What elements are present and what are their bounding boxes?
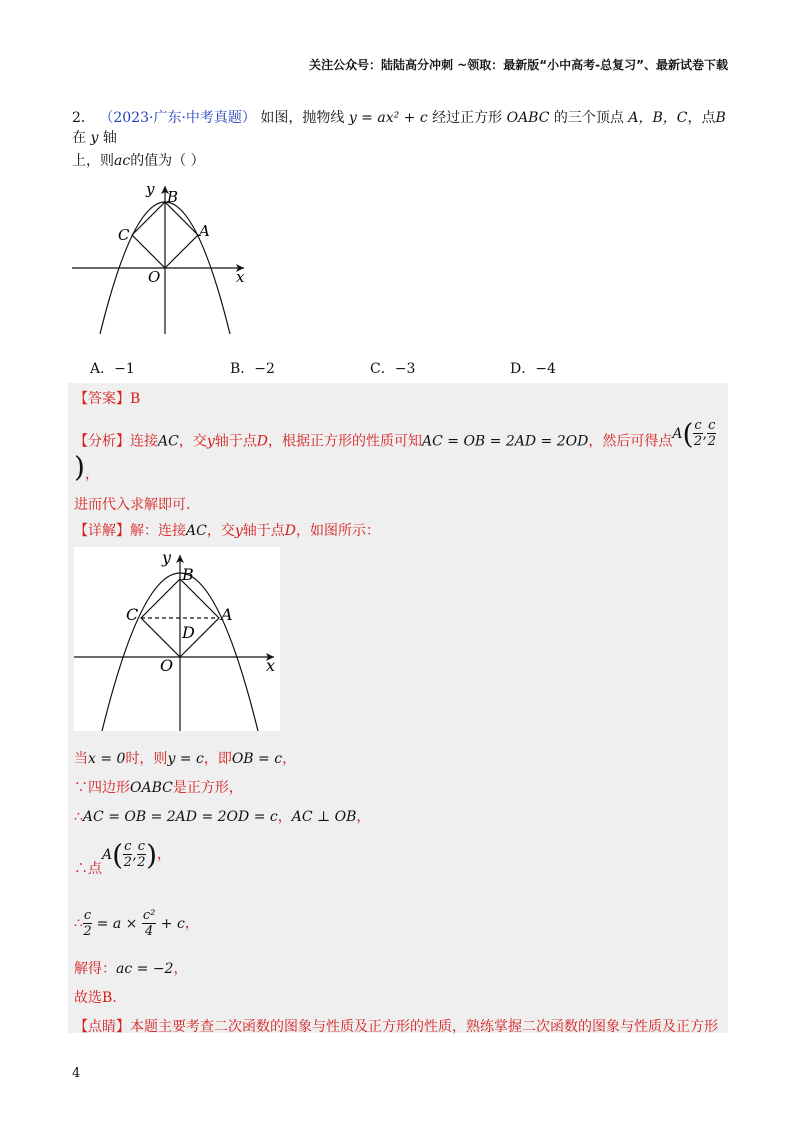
page-number: 4 <box>72 1066 81 1081</box>
label-x: x <box>266 656 276 675</box>
label-x: x <box>236 268 245 286</box>
label-o: O <box>160 656 174 675</box>
substitution-equation: $\frac{c}{2}$ = a × $\frac{\text{c²}}{4}$ + c <box>83 908 185 939</box>
solution-figure <box>74 547 280 731</box>
key-point: 【点睛】本题主要考查二次函数的图象与性质及正方形的性质，熟练掌握二次函数的图象与性质及正方形 <box>74 1019 718 1035</box>
question-number: 2． <box>72 110 95 126</box>
stem-text: 的三个顶点 <box>553 110 624 126</box>
step-7: 故选B. <box>74 990 117 1006</box>
stem-text: 经过正方形 <box>432 110 503 126</box>
label-o: O <box>148 268 161 286</box>
stem-text: 轴 <box>102 130 117 146</box>
step-5: ∴ $\frac{c}{2}$ = a × $\frac{\text{c²}}{4}$ + c， <box>74 908 199 939</box>
y-axis-symbol: y <box>90 130 99 146</box>
label-a: A <box>199 222 210 240</box>
detail-tag: 【详解】 <box>74 523 130 539</box>
option-c[interactable]: C．−3 <box>370 361 416 377</box>
stem-text: 上，则 <box>72 153 114 169</box>
key-point-tag: 【点睛】 <box>74 1019 130 1035</box>
point-a-coord: A( $\frac{c}{2}$ , $\frac{c}{2}$ ) <box>74 417 716 483</box>
question-figure <box>68 178 258 338</box>
label-a: A <box>221 605 233 624</box>
analysis-line2: 进而代入求解即可. <box>74 497 191 513</box>
label-d: D <box>182 623 195 642</box>
question-source-link[interactable]: （2023·广东·中考真题） <box>99 110 256 126</box>
ac-symbol: ac <box>114 153 131 169</box>
answer-tag: 【答案】 <box>74 391 130 407</box>
page-header: 关注公众号：陆陆高分冲刺 ~领取：最新版“小中高考-总复习”、最新试卷下载 <box>309 58 728 72</box>
question-stem-line2 <box>72 150 205 170</box>
label-b: B <box>182 565 194 584</box>
analysis-equation: AC = OB = 2AD = 2OD <box>421 433 589 450</box>
analysis-tag: 【分析】 <box>74 433 130 450</box>
detail-line: 【详解】解：连接AC，交y轴于点D，如图所示： <box>74 523 380 539</box>
parabola-formula: y = ax² + c <box>348 110 428 126</box>
label-b: B <box>167 188 179 206</box>
stem-text: 如图，抛物线 <box>260 110 345 126</box>
point-a-coord-step: A( $\frac{c}{2}$ , $\frac{c}{2}$ ) <box>102 838 158 871</box>
option-d[interactable]: D．−4 <box>510 361 556 377</box>
stem-text: ，点 <box>687 110 716 126</box>
step-6: 解得：ac = −2， <box>74 961 188 977</box>
step-3: ∴AC = OB = 2AD = 2OD = c，AC ⊥ OB， <box>74 809 371 825</box>
option-a[interactable]: A．−1 <box>90 361 135 377</box>
square-name: OABC <box>506 110 550 126</box>
answer-value: B <box>130 391 141 407</box>
step-2: ∵四边形OABC是正方形， <box>74 780 243 796</box>
point-b: B <box>715 110 726 126</box>
stem-text: 在 <box>72 130 86 146</box>
label-y: y <box>162 548 172 567</box>
label-c: C <box>126 605 139 624</box>
step-1: 当x = 0时，则y = c，即OB = c， <box>74 751 297 767</box>
label-y: y <box>146 180 155 198</box>
vertex-list: A，B，C <box>628 110 688 126</box>
answer-line <box>74 388 140 408</box>
label-c: C <box>118 226 130 244</box>
step-4: ∴点A( $\frac{c}{2}$ , $\frac{c}{2}$ )， <box>74 838 172 877</box>
analysis-line: 【分析】连接AC，交y轴于点D，根据正方形的性质可知AC = OB = 2AD = 2OD，然后可得点A( $\frac{c}{2}$ , $\frac{c}{2}$ )， <box>74 417 716 483</box>
question-stem <box>72 108 732 148</box>
stem-text: 的值为（ ） <box>130 153 205 169</box>
option-b[interactable]: B．−2 <box>230 361 275 377</box>
